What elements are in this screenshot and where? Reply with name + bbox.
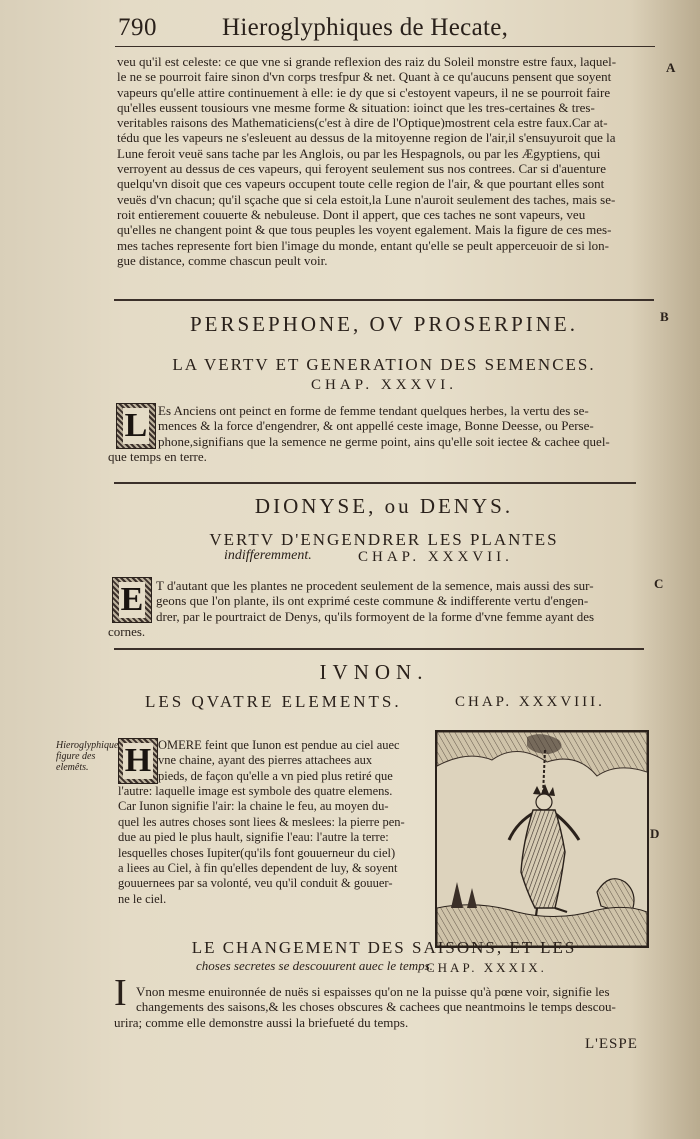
text-line: mes taches represente fort bien l'image du monde, entant qu'elle se peult apperceuoir de si lon- (117, 237, 610, 253)
margin-letter-b: B (660, 309, 669, 324)
decorated-initial: H (118, 738, 158, 784)
text-line: l'autre: laquelle image est symbole des quatre elemens. (118, 784, 393, 798)
section-rule (114, 299, 654, 301)
text-line: qu'elles eussent tousiours vne mesme forme & situation: ioinct que les tres-certaines & tres- (117, 99, 595, 115)
section-subtitle: LA VERTV ET GENERATION DES SEMENCES. (172, 355, 596, 374)
text-line: Es Anciens ont peinct en forme de femme tendant quelques herbes, la vertu des se- (158, 403, 589, 418)
intro-paragraph (117, 54, 654, 268)
text-line: roit entierement couuerte & nebuleuse. Dont il appert, que ces taches ne sont vapeurs, veu (117, 206, 586, 222)
decorated-initial: E (112, 577, 152, 623)
section-title-changement: LE CHANGEMENT DES SAISONS, ET LES (191, 938, 577, 957)
page-number: 790 (118, 14, 157, 41)
persephone-paragraph-end (108, 449, 408, 464)
text-line: gue distance, comme chascun peult voir. (117, 252, 328, 268)
section-rule (114, 482, 636, 484)
section-title-dionyse: DIONYSE, ou DENYS. (254, 494, 514, 518)
text-line: lesquelles choses Iupiter(qu'ils font gouuerneur du ciel) (118, 845, 396, 860)
text-line: mences & la force d'engendrer, & ont appellé ceste image, Bonne Deesse, ou Perse- (158, 418, 594, 434)
text-line: veritables raisons des Mathematiciens(c'est à dire de l'Optique)mostrent cela estre faux.Car at- (117, 115, 608, 131)
text-line: OMERE feint que Iunon est pendue au ciel auec (158, 738, 400, 752)
text-line: changements des saisons,& les choses obscures & cachees que neantmoins le temps descou- (136, 999, 616, 1015)
changement-paragraph (136, 984, 648, 1015)
section-subtitle-italic: indifferemment. (224, 548, 312, 563)
text-line: cornes. (108, 624, 146, 639)
changement-paragraph-end (114, 1015, 534, 1030)
decorated-initial: L (116, 403, 156, 449)
text-line: geons que l'on plante, ils ont exprimé ceste commune & indifferente vertu d'engen- (156, 593, 589, 609)
initial-letter: I (114, 972, 127, 1014)
text-line: vapeurs qu'elle attire continuement à elle: ie dy que si c'estoyent vapeurs, il ne se pourroit faire (117, 84, 611, 100)
text-line: T d'autant que les plantes ne procedent seulement de la semence, mais aussi des sur- (156, 578, 594, 593)
juno-hanging-woodcut (437, 732, 647, 946)
persephone-paragraph (158, 403, 652, 449)
chapter-label: CHAP. XXXVII. (358, 549, 513, 565)
header-rule (115, 46, 655, 47)
catchword: L'ESPE (585, 1036, 638, 1052)
iunon-paragraph-cont (118, 784, 430, 907)
text-line: phone,signifians que la semence ne germe point, ains qu'elle soit iectee & cachee quel- (158, 433, 610, 449)
text-line: Car Iunon signifie l'air: la chaine le feu, au moyen du- (118, 799, 389, 814)
text-line: le ne se pourroit faire sinon d'vn corps tresfpur & net. Quant à ce qu'aucuns pensent que soyent (117, 69, 612, 85)
text-line: Lune feroit veuë sans tache par les Anglois, ou par les Hespagnols, ou par les Ægyptiens, qui (117, 145, 601, 161)
marginal-note: Hieroglyphique figure des elemêts. (56, 740, 119, 773)
margin-letter-d: D (650, 826, 660, 841)
iunon-paragraph (158, 738, 430, 784)
dionyse-paragraph (156, 578, 652, 624)
text-line: vne chaine, ayant des pierres attachees aux (158, 753, 373, 768)
text-line: veuës d'vn chacun; qu'il sçache que si cela estoit,la Lune n'auroit seulement des taches, mais se- (117, 191, 616, 207)
section-subtitle: LES QVATRE ELEMENTS. (145, 692, 402, 711)
dionyse-paragraph-end (108, 624, 308, 639)
section-title-iunon: IVNON. (319, 660, 429, 684)
text-line: gouuernees par sa volonté, veu qu'il conduit & gouuer- (118, 876, 393, 891)
text-line: verroyent au dessus de ces vapeurs, qui feroyent seulement sus nos contrees. Car si d'auenture (117, 161, 606, 177)
margin-letter-a: A (666, 60, 676, 75)
text-line: drer, par le pourtraict de Denys, qu'ils formoyent de la forme d'vne femme ayant des (156, 608, 595, 624)
text-line: ne le ciel. (118, 891, 167, 906)
chapter-label: CHAP. XXXIX. (426, 960, 547, 975)
text-line: pieds, de façon qu'elle a vn pied plus retiré que (158, 768, 393, 783)
text-line: a liees au Ciel, à fin qu'elles dependent de luy, & soyent (118, 861, 398, 876)
text-line: urira; comme elle demonstre aussi la briefueté du temps. (114, 1015, 409, 1030)
text-line: qu'elles ne changent point & que tous peuples les voyent egalement. Mais la figure de ces mes- (117, 222, 612, 238)
section-subtitle-italic: choses secretes se descouurent auec le temps. (196, 958, 433, 973)
chapter-label: CHAP. XXXVI. (311, 377, 457, 393)
section-title-persephone: PERSEPHONE, OV PROSERPINE. (189, 312, 578, 336)
section-rule (114, 648, 644, 650)
margin-letter-c: C (654, 576, 664, 591)
text-line: veu qu'il est celeste: ce que vne si grande reflexion des raiz du Soleil monstre estre faux, laquel- (117, 54, 617, 69)
running-title: Hieroglyphiques de Hecate, (222, 14, 509, 41)
text-line: quel les autres choses sont liees & meslees: la pierre pen- (118, 814, 405, 829)
text-line: Vnon mesme enuironnée de nuës si espaisses qu'on ne la puisse qu'à pœne voir, signifie les (136, 984, 610, 999)
text-line: tédu que les vapeurs ne s'esleuent au dessus de la mitoyenne region de l'air,il s'ensuyuroit que la (117, 130, 616, 146)
text-line: que temps en terre. (108, 449, 207, 464)
woodcut-illustration (435, 730, 649, 948)
text-line: quelqu'vn disoit que ces vapeurs occupent toute celle region de l'air, & que pourtant elles sont (117, 176, 605, 192)
chapter-label: CHAP. XXXVIII. (455, 694, 605, 710)
text-line: due au pied le plus hault, signifie l'eau: l'autre la terre: (118, 830, 389, 845)
section-subtitle: VERTV D'ENGENDRER LES PLANTES (209, 530, 559, 549)
